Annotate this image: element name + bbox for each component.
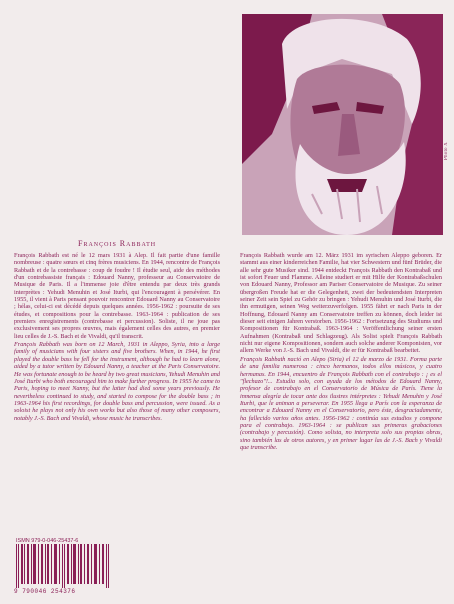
portrait-photo-frame [242, 14, 449, 235]
isbn-label: ISMN 979-0-046-25437-6 [16, 538, 79, 544]
spanish-text: François Rabbath nació en Alepo (Siria) el 12 de marzo de 1931. Forma parte de una familia numerosa : cinco hermanos, todos ellos músicos, y cuatro hermanas. En 1944, encuentro de François Rabbath con el contrabajo : ¡ es el "flechazo"!... Estudia solo, con ayuda de los métodos de Edouard Nanny, profesor de contrabajo en el Conservatorio de Música de París. Tiene la inmensa alegría de tocar ante dos ilustres intérpretes : Yehudi Menuhin y José Iturbi, que le animan a perseverar. En 1955 llega a París con la esperanza de encontrar a Edouard Nanny en el Conservatorio, pero éste, desgraciadamente, ha fallecido varios años antes. 1956-1962 : continúa sus estudios y compone para el contrabajo. 1963-1964 : se publican sus primeras grabaciones (contrabajo y percusión). Como solista, no interpreta solo sus propias obras, sino también las de otros autores, y en primer lugar las de J.-S. Bach y Vivaldi que transcribe. [240, 355, 442, 451]
section-title: François Rabbath [78, 239, 157, 248]
right-column [240, 252, 442, 452]
german-text: François Rabbath wurde am 12. März 1931 im syrischen Aleppo geboren. Er stammt aus einer kinderreichen Familie, hat vier Schwestern und fünf Brüder, die alle sehr gute Musiker sind. 1944 entdeckt François Rabbath den Kontrabaß und ist sofort Feuer und Flamme. Alleine studiert er mit Hilfe der Kontrabaßschulen von Edouard Nanny, Professor am Pariser Conservatoire de Musique. Zu seiner übergroßen Freude hat er die Gelegenheit, zwei der bedeutendsten Interpreten seiner Zeit sein Spiel zu Gehör zu bringen : Yehudi Menuhin und José Iturbi, die ihn ermutigen, seinen Weg weiterzuverfolgen. 1955 fährt er nach Paris in der Hoffnung, Edouard Nanny am Conservatoire treffen zu können, doch leider ist dieser seit einigen Jahren verstorben. 1956-1962 : Fortsetzung des Studiums und Kompositionen für Kontrabaß. 1963-1964 : Veröffentlichung seiner ersten Aufnahmen (Kontrabaß und Schlagzeug). Als Solist spielt François Rabbath nicht nur eigene Kompositionen, sondern auch solche anderer Komponisten, vor allem Werke von J.-S. Bach und Vivaldi, die er für Kontrabaß bearbeitet. [240, 252, 442, 355]
barcode-bars [14, 544, 114, 588]
photo-credit: Photo X [444, 142, 449, 160]
french-text: François Rabbath est né le 12 mars 1931 à Alep. Il fait partie d'une famille nombreuse : quatre sœurs et cinq frères musiciens. En 1944, rencontre de François Rabbath et de la contrebasse : coup de foudre ! Il étudie seul, aide des méthodes d'un contrebassiste français : Edouard Nanny, professeur au Conservatoire de Musique de Paris. Il a l'immense joie d'être entendu par deux très grands interprètes : Yehudi Menuhin et José Iturbi, qui l'encouragent à persévérer. En 1955, il vient à Paris pensant pouvoir rencontrer Edouard Nanny au Conservatoire ; hélas, celui-ci est décédé depuis quelques années. 1956-1962 : poursuite de ses études, et compositions pour la contrebasse. 1963-1964 : publication de ses premiers enregistrements (contrebasse et percussion). Soliste, il ne joue pas exclusivement ses propres œuvres, mais également celles des autres, en premier lieu celles de J.-S. Bach et de Vivaldi, qu'il transcrit. [14, 252, 220, 340]
portrait-photo [242, 14, 443, 235]
left-column [14, 252, 220, 423]
barcode-number: 9 790046 254376 [14, 588, 76, 595]
barcode [14, 544, 114, 596]
english-text: François Rabbath was born on 12 March, 1931 in Aleppo, Syria, into a large family of musicians with four sisters and five brothers. When, in 1944, he first played the double bass he fell for the instrument, although he had to learn alone, aided by a tutor written by Edouard Nanny, a teacher at the Paris Conservatoire. He was fortunate enough to be heard by two great musicians, Yehudi Menuhin and José Iturbi who both encouraged him to make further progress. In 1955 he came to Paris, hoping to meet Nanny, but the latter had died some years previously. He nevertheless continued to study, and started to compose for the double bass ; in 1963-1964 his first recordings, for double bass and percussion, were issued. As a soloist he plays not only his own works but also those of many other composers, notably J.-S. Bach and Vivaldi, whose music he transcribes. [14, 341, 220, 422]
